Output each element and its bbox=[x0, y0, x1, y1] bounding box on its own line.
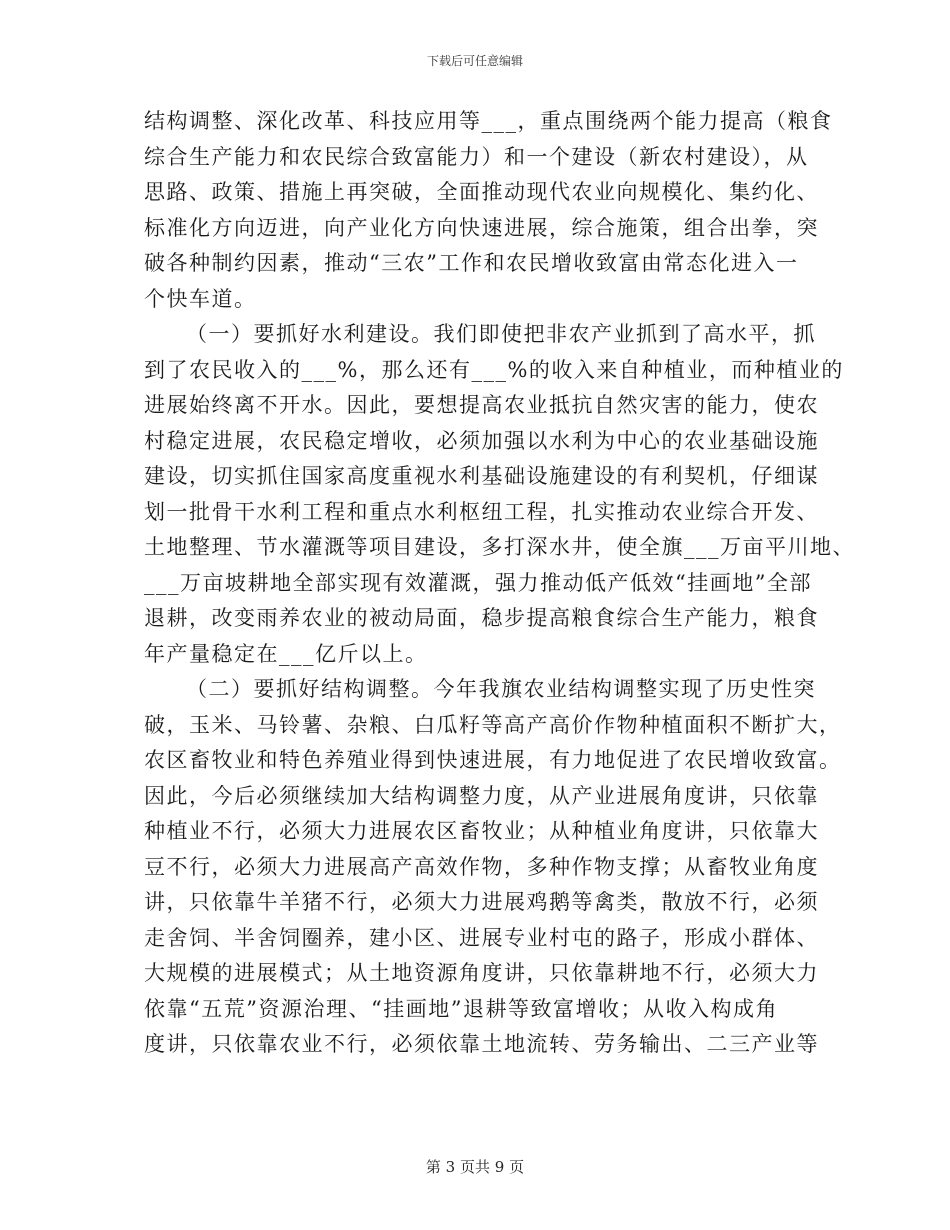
text-line: 土地整理、节水灌溉等项目建设，多打深水井，使全旗___万亩平川地、 bbox=[144, 535, 855, 559]
text-line: 大规模的进展模式；从土地资源角度讲，只依靠耕地不行，必须大力 bbox=[144, 961, 819, 985]
text-line: 走舍饲、半舍饲圈养，建小区、进展专业村屯的路子，形成小群体、 bbox=[144, 925, 819, 950]
text-line: 个快车道。 bbox=[144, 286, 257, 311]
text-line: 村稳定进展，农民稳定增收，必须加强以水利为中心的农业基础设施 bbox=[144, 428, 819, 453]
text-line: 标准化方向迈进，向产业化方向快速进展，综合施策，组合出拳，突 bbox=[144, 215, 819, 240]
text-line: （二）要抓好结构调整。今年我旗农业结构调整实现了历史性突 bbox=[186, 677, 816, 701]
document-body bbox=[144, 104, 855, 1063]
text-line: 农区畜牧业和特色养殖业得到快速进展，有力地促进了农民增收致富。 bbox=[144, 748, 842, 772]
text-line: 划一批骨干水利工程和重点水利枢纽工程，扎实推动农业综合开发、 bbox=[144, 499, 819, 524]
text-line: 破各种制约因素，推动“三农”工作和农民增收致富由常态化进入一 bbox=[144, 251, 799, 275]
text-line: ___万亩坡耕地全部实现有效灌溉，强力推动低产低效“挂画地”全部 bbox=[144, 570, 812, 595]
page-footer: 第 3 页共 9 页 bbox=[425, 1158, 525, 1176]
text-line: 讲，只依靠牛羊猪不行，必须大力进展鸡鹅等禽类，散放不行，必须 bbox=[144, 890, 819, 914]
text-line: 综合生产能力和农民综合致富能力）和一个建设（新农村建设），从 bbox=[144, 144, 809, 169]
text-line: 破，玉米、马铃薯、杂粮、白瓜籽等高产高价作物种植面积不断扩大， bbox=[144, 712, 842, 737]
text-line: 因此，今后必须继续加大结构调整力度，从产业进展角度讲，只依靠 bbox=[144, 783, 819, 808]
text-line: 依靠“五荒”资源治理、“挂画地”退耕等致富增收；从收入构成角 bbox=[144, 996, 778, 1021]
page-header: 下载后可任意编辑 bbox=[426, 54, 523, 68]
text-line: 结构调整、深化改革、科技应用等___，重点围绕两个能力提高（粮食 bbox=[144, 109, 833, 133]
text-line: 建设，切实抓住国家高度重视水利基础设施建设的有利契机，仔细谋 bbox=[144, 464, 819, 488]
text-line: 思路、政策、措施上再突破，全面推动现代农业向规模化、集约化、 bbox=[144, 180, 819, 204]
text-line: 豆不行，必须大力进展高产高效作物，多种作物支撑；从畜牧业角度 bbox=[144, 854, 819, 879]
text-line: 年产量稳定在___亿斤以上。 bbox=[144, 641, 428, 666]
text-line: 退耕，改变雨养农业的被动局面，稳步提高粮食综合生产能力，粮食 bbox=[144, 606, 819, 630]
text-line: 种植业不行，必须大力进展农区畜牧业；从种植业角度讲，只依靠大 bbox=[144, 819, 819, 843]
text-line: 度讲，只依靠农业不行，必须依靠土地流转、劳务输出、二三产业等 bbox=[144, 1032, 819, 1056]
text-line: 进展始终离不开水。因此，要想提高农业抵抗自然灾害的能力，使农 bbox=[144, 393, 819, 417]
text-line: 到了农民收入的___%，那么还有___%的收入来自种植业，而种植业的 bbox=[144, 357, 844, 382]
text-line: （一）要抓好水利建设。我们即使把非农产业抓到了高水平，抓 bbox=[186, 322, 816, 346]
